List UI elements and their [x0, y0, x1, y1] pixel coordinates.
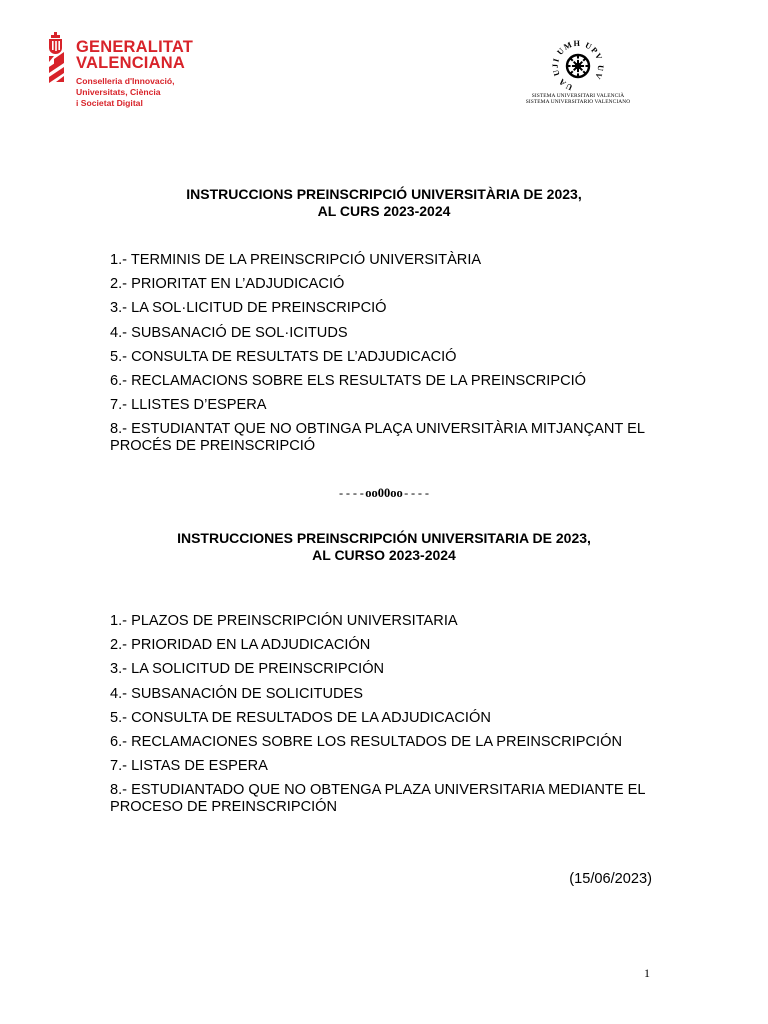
list-item: 2.- PRIORITAT EN L’ADJUDICACIÓ: [110, 276, 345, 293]
sistema-universitari-logo: [522, 40, 634, 112]
list-item: 2.- PRIORIDAD EN LA ADJUDICACIÓN: [110, 637, 371, 654]
university-seal-icon: [550, 40, 606, 92]
separator-core: oo00oo: [365, 486, 403, 500]
generalitat-emblem-icon: [46, 32, 72, 84]
list-item: 6.- RECLAMACIONES SOBRE LOS RESULTADOS DE LA PREINSCRIPCIÓN: [110, 733, 622, 750]
conselleria-line2: Universitats, Ciència: [76, 87, 161, 97]
suv-line1: SISTEMA UNIVERSITARI VALENCIÀ: [531, 93, 625, 99]
valencian-title: [0, 186, 768, 220]
list-item: 5.- CONSULTA DE RESULTATS DE L’ADJUDICACIÓ: [110, 348, 457, 365]
generalitat-name: [76, 39, 193, 71]
separator-right: ----: [402, 488, 431, 501]
list-item: 7.- LISTAS DE ESPERA: [110, 758, 268, 775]
conselleria-line1: Conselleria d'Innovació,: [76, 76, 175, 86]
section-separator: [0, 486, 768, 501]
page-number: 1: [644, 966, 650, 980]
valencian-contents-list: [110, 252, 670, 462]
generalitat-name-line1: GENERALITAT: [76, 38, 194, 56]
conselleria-line3: i Societat Digital: [76, 98, 143, 108]
list-item: 4.- SUBSANACIÓ DE SOL·ICITUDS: [110, 324, 348, 341]
generalitat-name-line2: VALENCIANA: [76, 54, 185, 72]
list-item: 4.- SUBSANACIÓN DE SOLICITUDES: [110, 685, 364, 702]
spanish-title-line1: INSTRUCCIONES PREINSCRIPCIÓN UNIVERSITARIA DE 2023,: [177, 530, 591, 546]
spanish-title-line2: AL CURSO 2023-2024: [312, 547, 456, 563]
list-item: 7.- LLISTES D’ESPERA: [110, 397, 267, 414]
sistema-universitari-text: [522, 93, 634, 105]
valencian-title-line2: AL CURS 2023-2024: [317, 203, 451, 219]
list-item: 1.- PLAZOS DE PREINSCRIPCIÓN UNIVERSITARIA: [110, 613, 458, 629]
spanish-title: [0, 530, 768, 564]
list-item: 6.- RECLAMACIONS SOBRE ELS RESULTATS DE LA PREINSCRIPCIÓ: [110, 372, 587, 389]
list-item: 3.- LA SOL·LICITUD DE PREINSCRIPCIÓ: [110, 300, 387, 317]
seal-ring-text: UA UJI UMH UPV UV: [550, 40, 606, 92]
list-item: 5.- CONSULTA DE RESULTADOS DE LA ADJUDICACIÓN: [110, 709, 491, 726]
list-item: 8.- ESTUDIANTADO QUE NO OBTENGA PLAZA UNIVERSITARIA MEDIANTE EL PROCESO DE PREINSCRIPCIÓN: [110, 782, 645, 815]
valencian-title-line1: INSTRUCCIONS PREINSCRIPCIÓ UNIVERSITÀRIA DE 2023,: [186, 186, 582, 202]
suv-line2: SISTEMA UNIVERSITARIO VALENCIANO: [525, 99, 631, 106]
spanish-contents-list: [110, 613, 670, 823]
list-item: 1.- TERMINIS DE LA PREINSCRIPCIÓ UNIVERSITÀRIA: [110, 252, 482, 268]
document-date: (15/06/2023): [569, 871, 652, 887]
list-item: 3.- LA SOLICITUD DE PREINSCRIPCIÓN: [110, 661, 385, 678]
separator-left: ----: [337, 488, 366, 501]
list-item: 8.- ESTUDIANTAT QUE NO OBTINGA PLAÇA UNIVERSITÀRIA MITJANÇANT EL PROCÉS DE PREINSCRIPCIÓ: [110, 421, 645, 454]
generalitat-valenciana-logo: [46, 32, 236, 122]
conselleria-name: [76, 76, 175, 109]
